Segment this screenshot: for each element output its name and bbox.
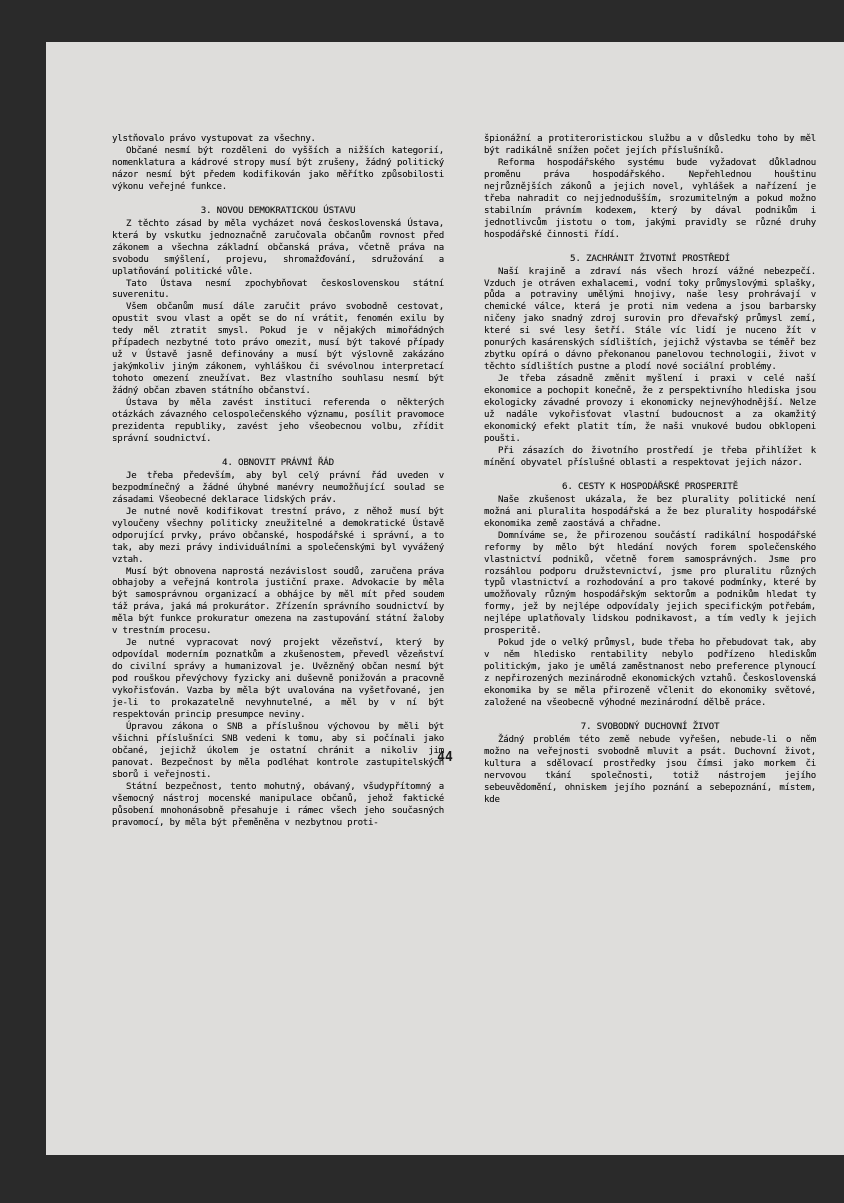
paragraph: Je nutné vypracovat nový projekt vězeňství, který by odpovídal moderním poznatkům a zkušenostem, převedl vězeňství do civilní správy a humanizoval je. Uvězněný občan nesmí být pod rouškou převýchovy fyzicky ani duševně ponižován a pracovně vykořisťován. Vazba by měla být uvalována na vyšetřované, jen je-li to prokazatelně nevyhnutelné, a měl by v ní být respektován princip presumpce neviny. <box>112 638 444 720</box>
paragraph: Žádný problém této země nebude vyřešen, nebude-li o něm možno na veřejnosti svobodně mluvit a psát. Duchovní život, kultura a sdělovací prostředky jsou čímsi jako morkem či nervovou tkání společnosti, totiž nástrojem jejího sebeuvědomění, ohniskem jejího poznání a sebepoznání, místem, kde <box>484 734 816 805</box>
paragraph: Naší krajině a zdraví nás všech hrozí vážné nebezpečí. Vzduch je otráven exhalacemi, vodní toky průmyslovými splašky, půda a potraviny umělými hnojivy, naše lesy prohrávají v chemické válce, která je proti nim vedena a jsou barbarsky ničeny jako snadný zdroj surovin pro dřevařský průmysl zemí, které si své lesy šetří. Stále víc lidí je nuceno žít v ponurých kasárenských sídlištích, jejichž výstavba se téměř bez zbytku opírá o dávno překonanou panelovou technologii, život v těchto sídlištích pustne a plodí nové sociální problémy. <box>484 266 816 373</box>
paragraph: ylstňovalo právo vystupovat za všechny. <box>112 134 316 144</box>
paragraph: Tato Ústava nesmí zpochybňovat československou státní suverenitu. <box>112 278 444 301</box>
section-heading: 6. CESTY K HOSPODÁŘSKÉ PROSPERITĚ <box>562 480 738 492</box>
document-page <box>46 42 844 1155</box>
paragraph: Je třeba především, aby byl celý právní řád uveden v bezpodmínečný a žádné úhybné manévry neumožňující soulad se zásadami Všeobecné deklarace lidských práv. <box>112 470 444 505</box>
paragraph: Naše zkušenost ukázala, že bez plurality politické není možná ani pluralita hospodářská a že bez plurality hospodářské ekonomika země zaostává a chřadne. <box>484 494 816 529</box>
page-number: 44 <box>437 750 453 765</box>
section-heading: 3. NOVOU DEMOKRATICKOU ÚSTAVU <box>200 204 356 216</box>
section-heading: 7. SVOBODNÝ DUCHOVNÍ ŽIVOT <box>580 720 720 732</box>
paragraph: špionážní a protiteroristickou službu a v důsledku toho by měl být radikálně snížen počet jejích příslušníků. <box>484 134 816 156</box>
paragraph: Je nutné nově kodifikovat trestní právo, z něhož musí být vyloučeny všechny politicky zneužitelné a demokratické Ústavě odporující prvky, právo občanské, hospodářské i správní, a to tak, aby mezi právy individuálními a společenskými byl vyvážený vztah. <box>112 506 444 565</box>
paragraph: Musí být obnovena naprostá nezávislost soudů, zaručena práva obhajoby a veřejná kontrola justiční praxe. Advokacie by měla být samosprávnou organizací a obhájce by měl mít před soudem táž práva, jaká má prokurátor. Zřízenín správního soudnictví by měla být funkce prokuratur omezena na zastupování státní žaloby v trestním procesu. <box>112 566 444 637</box>
paragraph: Všem občanům musí dále zaručit právo svobodně cestovat, opustit svou vlast a opět se do ní vrátit, fenomén exilu by tedy měl ztratit smysl. Pokud je v nějakých mimořádných případech nezbytné toto právo omezit, musí být takové případy už v Ústavě jasně definovány a musí být výslovně zakázáno jakýmkoliv jiným zákonem, vyhláškou či svévolnou interpretací tohoto omezení zneužívat. Bez vlastního souhlasu nesmí být žádný občan zbaven státního občanství. <box>112 302 444 397</box>
section-heading: 5. ZACHRÁNIT ŽIVOTNÍ PROSTŘEDÍ <box>570 252 730 264</box>
paragraph: Státní bezpečnost, tento mohutný, obávaný, všudypřítomný a všemocný nástroj mocenské manipulace občanů, jehož faktické působení mnohonásobně přesahuje i rámec všech jeho současných pravomocí, by měla být přeměněna v nezbytnou proti- <box>112 781 444 828</box>
paragraph: Domníváme se, že přirozenou součástí radikální hospodářské reformy by mělo být hledání nových forem společenského vlastnictví podniků, včetně forem samosprávných. Jsme pro rozsáhlou podporu družstevnictví, jsme pro pluralitu různých typů vlastnictví a rozhodování a pro takové podmínky, které by umožňovaly různým hospodářským sektorům a podnikům hledat ty formy, jež by nejlépe odpovídaly jejich specifickým potřebám, nejlépe uplatňovaly lidskou podnikavost, a tím vedly k jejich prosperitě. <box>484 530 816 637</box>
section-heading: 4. OBNOVIT PRÁVNÍ ŘÁD <box>222 456 334 468</box>
paragraph: Ústava by měla zavést instituci referenda o některých otázkách závazného celospolečenského významu, posílit pravomoce prezidenta republiky, zavést jeho všeobecnou volbu, zřídit správní soudnictví. <box>112 398 444 444</box>
paragraph: Z těchto zásad by měla vycházet nová československá Ústava, která by vskutku jednoznačně zaručovala občanům rovnost před zákonem a všechna základní občanská práva, včetně práva na svobodu smýšlení, projevu, shromažďování, sdružování a uplatňování politické vůle. <box>112 218 444 277</box>
paragraph: Pokud jde o velký průmysl, bude třeba ho přebudovat tak, aby v něm hledisko rentability nebylo podřízeno hlediskům politickým, jako je umělá zaměstnanost nebo preference plynoucí z nepřirozených mezinárodně ekonomických vztahů. Československá ekonomika by se měla přirozeně včlenit do ekonomiky světové, založené na všeobecně výhodné mezinárodní dělbě práce. <box>484 638 816 708</box>
paragraph: Při zásazích do životního prostředí je třeba přihlížet k mínění obyvatel příslušné oblasti a respektovat jejich názor. <box>484 445 816 468</box>
paragraph: Úpravou zákona o SNB a příslušnou výchovou by měli být všichni příslušníci SNB vedeni k tomu, aby si počínali jako občané, jejichž úkolem je ostatní chránit a nikoliv jim panovat. Bezpečnost by měla podléhat kontrole zastupitelských sborů i veřejnosti. <box>112 721 444 780</box>
paragraph: Reforma hospodářského systému bude vyžadovat důkladnou proměnu práva hospodářského. Nepřehlednou houštinu nejrůznějších zákonů a jejich novel, vyhlášek a nařízení je třeba nahradit co nejjednodušším, srozumitelným a pokud možno stabilním právním kodexem, který by dával podnikům i jednotlivcům jistotu o tom, jakými pravidly se různé druhy hospodářské činnosti řídí. <box>484 157 816 240</box>
paragraph: Občané nesmí být rozděleni do vyšších a nižších kategorií, nomenklatura a kádrové stropy musí být zrušeny, žádný politický názor nesmí být předem kodifikován jako měřítko způsobilosti výkonu veřejné funkce. <box>112 145 444 192</box>
right-column <box>484 134 816 807</box>
left-column <box>112 134 444 829</box>
paragraph: Je třeba zásadně změnit myšlení i praxi v celé naší ekonomice a pochopit konečně, že z perspektivního hlediska jsou ekologicky závadné provozy i ekonomicky nejnevýhodnější. Nelze už nadále vykořisťovat vlastní budoucnost a za okamžitý ekonomický efekt platit tím, že naši vnukové budou obklopeni poušti. <box>484 374 816 444</box>
